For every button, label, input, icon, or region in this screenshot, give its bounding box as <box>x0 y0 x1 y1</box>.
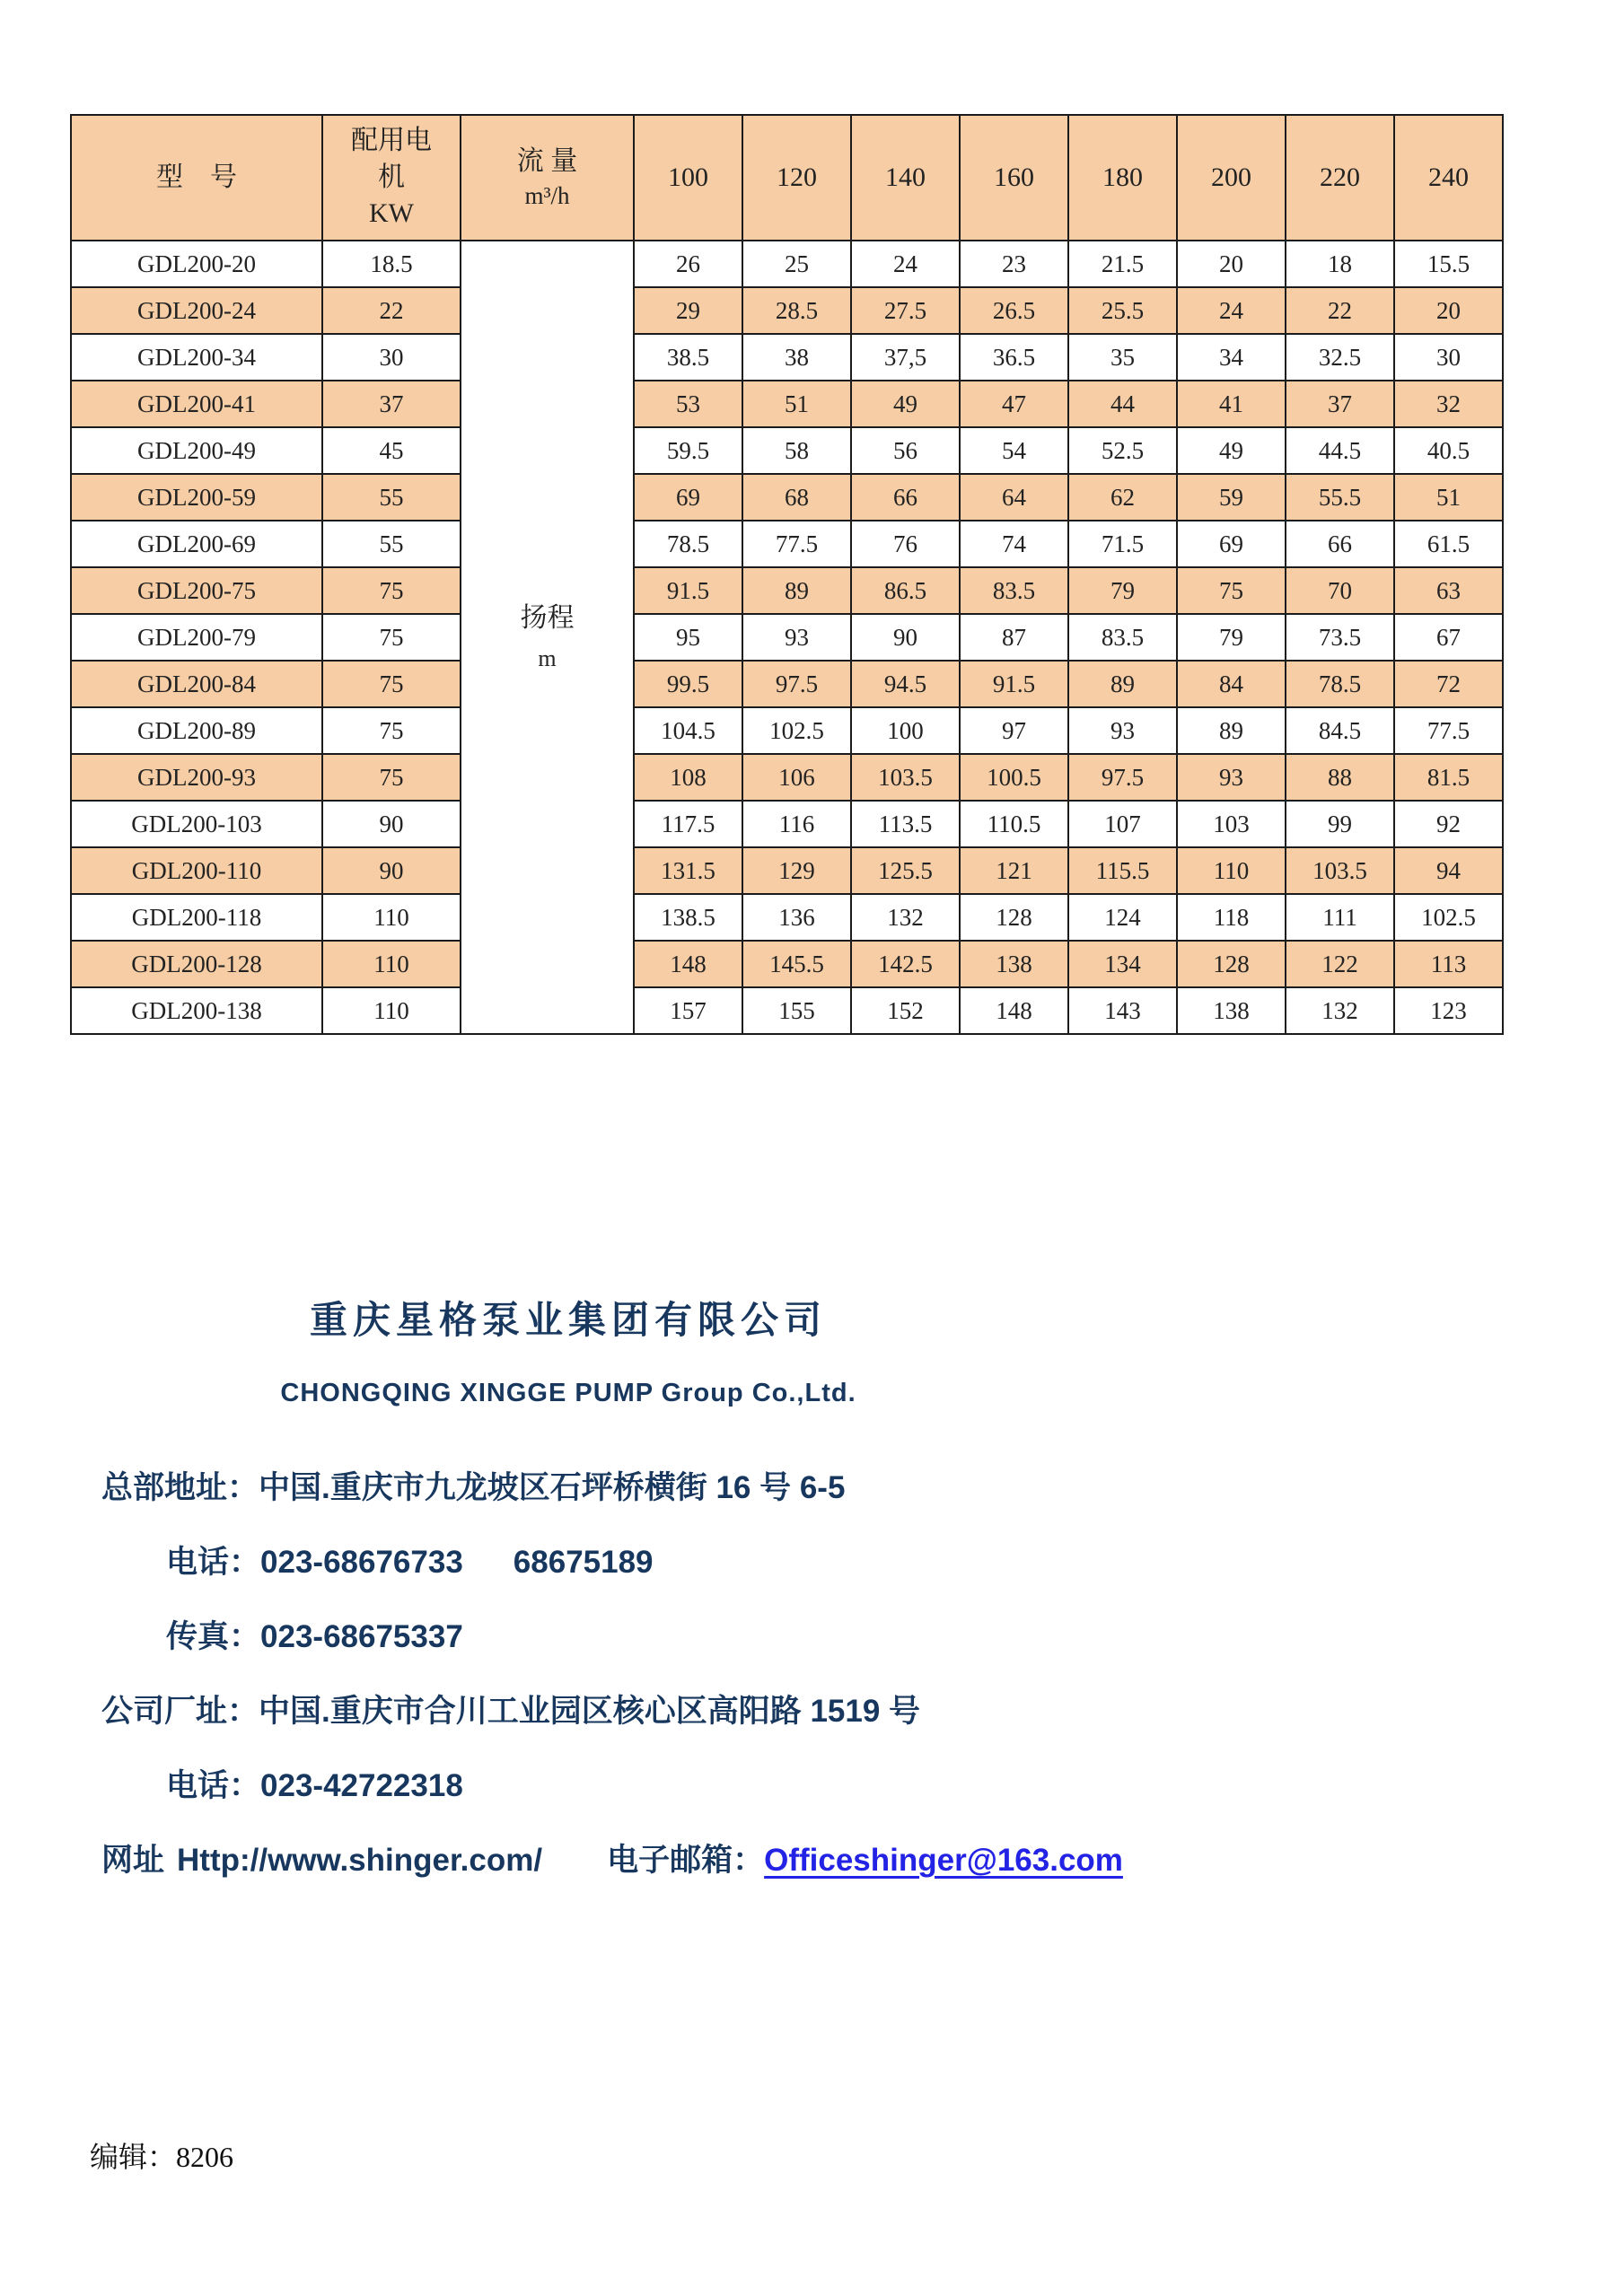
head-value-cell: 30 <box>1394 334 1503 381</box>
factory-phone-line <box>101 1765 1448 1808</box>
kw-cell: 55 <box>322 474 461 521</box>
head-value-cell: 92 <box>1394 801 1503 847</box>
head-value-cell: 56 <box>851 427 960 474</box>
head-value-cell: 26.5 <box>960 287 1068 334</box>
head-value-cell: 90 <box>851 614 960 661</box>
header-motor-line3: KW <box>369 198 414 229</box>
head-value-cell: 77.5 <box>742 521 851 567</box>
header-flow-220: 220 <box>1286 115 1394 241</box>
hq-address-line <box>101 1467 1448 1510</box>
head-value-cell: 94 <box>1394 847 1503 894</box>
head-value-cell: 71.5 <box>1068 521 1177 567</box>
head-value-cell: 55.5 <box>1286 474 1394 521</box>
head-value-cell: 78.5 <box>1286 661 1394 707</box>
head-value-cell: 26 <box>634 241 742 287</box>
company-name-en: CHONGQING XINGGE PUMP Group Co.,Ltd. <box>280 1379 856 1407</box>
hq-phone-label: 电话： <box>166 1545 261 1580</box>
head-value-cell: 132 <box>851 894 960 941</box>
head-value-cell: 102.5 <box>742 707 851 754</box>
head-value-cell: 124 <box>1068 894 1177 941</box>
head-value-cell: 91.5 <box>960 661 1068 707</box>
head-value-cell: 51 <box>742 381 851 427</box>
header-flow-unit: m³/h <box>524 182 570 210</box>
head-value-cell: 97.5 <box>742 661 851 707</box>
header-flow-180: 180 <box>1068 115 1177 241</box>
head-value-cell: 102.5 <box>1394 894 1503 941</box>
head-value-cell: 74 <box>960 521 1068 567</box>
header-flow-200: 200 <box>1177 115 1286 241</box>
model-cell: GDL200-110 <box>71 847 322 894</box>
model-cell: GDL200-24 <box>71 287 322 334</box>
hq-phone-value: 023-68676733 <box>260 1545 463 1580</box>
head-value-cell: 18 <box>1286 241 1394 287</box>
head-value-cell: 38.5 <box>634 334 742 381</box>
head-value-cell: 88 <box>1286 754 1394 801</box>
head-value-cell: 143 <box>1068 987 1177 1034</box>
head-value-cell: 128 <box>960 894 1068 941</box>
header-flow-100: 100 <box>634 115 742 241</box>
kw-cell: 37 <box>322 381 461 427</box>
kw-cell: 110 <box>322 894 461 941</box>
table-row <box>71 707 1503 754</box>
head-value-cell: 63 <box>1394 567 1503 614</box>
head-value-cell: 111 <box>1286 894 1394 941</box>
head-value-cell: 69 <box>1177 521 1286 567</box>
header-flow-140: 140 <box>851 115 960 241</box>
head-value-cell: 81.5 <box>1394 754 1503 801</box>
website-label: 网址 <box>101 1843 165 1878</box>
head-value-cell: 66 <box>1286 521 1394 567</box>
head-value-cell: 89 <box>1177 707 1286 754</box>
table-row <box>71 941 1503 987</box>
head-value-cell: 93 <box>1177 754 1286 801</box>
head-value-cell: 78.5 <box>634 521 742 567</box>
kw-cell: 55 <box>322 521 461 567</box>
head-value-cell: 40.5 <box>1394 427 1503 474</box>
head-value-cell: 25 <box>742 241 851 287</box>
head-value-cell: 20 <box>1394 287 1503 334</box>
table-row <box>71 241 1503 287</box>
table-header-row <box>71 115 1503 241</box>
website-url: Http://www.shinger.com/ <box>177 1843 543 1878</box>
head-value-cell: 54 <box>960 427 1068 474</box>
head-value-cell: 72 <box>1394 661 1503 707</box>
head-value-cell: 121 <box>960 847 1068 894</box>
head-value-cell: 136 <box>742 894 851 941</box>
head-value-cell: 15.5 <box>1394 241 1503 287</box>
head-value-cell: 61.5 <box>1394 521 1503 567</box>
table-body <box>71 241 1503 1034</box>
head-value-cell: 47 <box>960 381 1068 427</box>
head-value-cell: 93 <box>1068 707 1177 754</box>
table-row <box>71 381 1503 427</box>
kw-cell: 110 <box>322 987 461 1034</box>
table-row <box>71 567 1503 614</box>
head-value-cell: 53 <box>634 381 742 427</box>
contact-block <box>101 1467 1448 1914</box>
head-value-cell: 94.5 <box>851 661 960 707</box>
header-flow <box>461 115 634 241</box>
table-row <box>71 474 1503 521</box>
header-flow-240: 240 <box>1394 115 1503 241</box>
hq-address-value: 中国.重庆市九龙坡区石坪桥横街 16 号 6-5 <box>259 1470 846 1505</box>
head-value-cell: 128 <box>1177 941 1286 987</box>
head-value-cell: 138.5 <box>634 894 742 941</box>
hq-phone-line <box>101 1541 1448 1584</box>
head-value-cell: 37,5 <box>851 334 960 381</box>
model-cell: GDL200-89 <box>71 707 322 754</box>
head-value-cell: 84 <box>1177 661 1286 707</box>
head-value-cell: 79 <box>1068 567 1177 614</box>
factory-address-value: 中国.重庆市合川工业园区核心区高阳路 1519 号 <box>259 1694 921 1729</box>
head-value-cell: 28.5 <box>742 287 851 334</box>
head-value-cell: 115.5 <box>1068 847 1177 894</box>
head-value-cell: 62 <box>1068 474 1177 521</box>
model-cell: GDL200-75 <box>71 567 322 614</box>
head-value-cell: 84.5 <box>1286 707 1394 754</box>
head-value-cell: 49 <box>1177 427 1286 474</box>
head-value-cell: 51 <box>1394 474 1503 521</box>
head-value-cell: 97.5 <box>1068 754 1177 801</box>
head-value-cell: 123 <box>1394 987 1503 1034</box>
head-value-cell: 29 <box>634 287 742 334</box>
hq-address-label: 总部地址： <box>101 1470 259 1505</box>
kw-cell: 110 <box>322 941 461 987</box>
head-value-cell: 148 <box>960 987 1068 1034</box>
head-value-cell: 24 <box>1177 287 1286 334</box>
merged-head-column-cell <box>461 241 634 1034</box>
table-row <box>71 521 1503 567</box>
table-row <box>71 661 1503 707</box>
head-value-cell: 69 <box>634 474 742 521</box>
head-value-cell: 37 <box>1286 381 1394 427</box>
head-value-cell: 24 <box>851 241 960 287</box>
table-row <box>71 614 1503 661</box>
kw-cell: 45 <box>322 427 461 474</box>
head-value-cell: 125.5 <box>851 847 960 894</box>
head-value-cell: 93 <box>742 614 851 661</box>
header-flow-120: 120 <box>742 115 851 241</box>
head-value-cell: 104.5 <box>634 707 742 754</box>
head-value-cell: 100.5 <box>960 754 1068 801</box>
factory-address-line <box>101 1690 1448 1733</box>
head-value-cell: 142.5 <box>851 941 960 987</box>
head-value-cell: 64 <box>960 474 1068 521</box>
head-value-cell: 157 <box>634 987 742 1034</box>
kw-cell: 75 <box>322 567 461 614</box>
web-email-line <box>101 1839 1448 1882</box>
kw-cell: 75 <box>322 661 461 707</box>
head-value-cell: 103 <box>1177 801 1286 847</box>
model-cell: GDL200-93 <box>71 754 322 801</box>
head-value-cell: 59 <box>1177 474 1286 521</box>
head-value-cell: 89 <box>742 567 851 614</box>
fax-label: 传真： <box>166 1619 261 1654</box>
model-cell: GDL200-128 <box>71 941 322 987</box>
head-value-cell: 118 <box>1177 894 1286 941</box>
head-value-cell: 59.5 <box>634 427 742 474</box>
head-value-cell: 41 <box>1177 381 1286 427</box>
head-value-cell: 122 <box>1286 941 1394 987</box>
model-cell: GDL200-84 <box>71 661 322 707</box>
kw-cell: 75 <box>322 707 461 754</box>
head-value-cell: 107 <box>1068 801 1177 847</box>
head-value-cell: 129 <box>742 847 851 894</box>
head-value-cell: 21.5 <box>1068 241 1177 287</box>
head-value-cell: 117.5 <box>634 801 742 847</box>
head-value-cell: 145.5 <box>742 941 851 987</box>
header-flow-label: 流 量 <box>516 145 578 176</box>
pump-spec-table <box>70 114 1504 1035</box>
head-value-cell: 148 <box>634 941 742 987</box>
table-row <box>71 801 1503 847</box>
head-value-cell: 44.5 <box>1286 427 1394 474</box>
head-value-cell: 49 <box>851 381 960 427</box>
head-value-cell: 97 <box>960 707 1068 754</box>
fax-value: 023-68675337 <box>260 1619 463 1654</box>
model-cell: GDL200-49 <box>71 427 322 474</box>
kw-cell: 22 <box>322 287 461 334</box>
kw-cell: 75 <box>322 614 461 661</box>
table-row <box>71 754 1503 801</box>
kw-cell: 30 <box>322 334 461 381</box>
head-value-cell: 67 <box>1394 614 1503 661</box>
model-cell: GDL200-34 <box>71 334 322 381</box>
head-value-cell: 79 <box>1177 614 1286 661</box>
head-value-cell: 110 <box>1177 847 1286 894</box>
head-value-cell: 23 <box>960 241 1068 287</box>
head-value-cell: 103.5 <box>1286 847 1394 894</box>
header-flow-160: 160 <box>960 115 1068 241</box>
head-value-cell: 20 <box>1177 241 1286 287</box>
table-row <box>71 287 1503 334</box>
model-cell: GDL200-59 <box>71 474 322 521</box>
head-value-cell: 58 <box>742 427 851 474</box>
head-value-cell: 76 <box>851 521 960 567</box>
editor-note: 编辑：8206 <box>90 2141 234 2173</box>
head-value-cell: 99 <box>1286 801 1394 847</box>
head-value-cell: 75 <box>1177 567 1286 614</box>
head-value-cell: 113.5 <box>851 801 960 847</box>
head-value-cell: 44 <box>1068 381 1177 427</box>
header-motor-line1: 配用电 <box>351 126 432 156</box>
table-row <box>71 987 1503 1034</box>
head-value-cell: 155 <box>742 987 851 1034</box>
head-value-cell: 108 <box>634 754 742 801</box>
head-value-cell: 91.5 <box>634 567 742 614</box>
company-block <box>70 1291 1067 1408</box>
company-name-cn: 重庆星格泵业集团有限公司 <box>309 1299 827 1341</box>
head-value-cell: 68 <box>742 474 851 521</box>
head-value-cell: 87 <box>960 614 1068 661</box>
head-value-cell: 34 <box>1177 334 1286 381</box>
head-value-cell: 70 <box>1286 567 1394 614</box>
head-value-cell: 100 <box>851 707 960 754</box>
factory-phone-value: 023-42722318 <box>260 1768 463 1803</box>
head-value-cell: 131.5 <box>634 847 742 894</box>
head-value-cell: 77.5 <box>1394 707 1503 754</box>
head-value-cell: 83.5 <box>1068 614 1177 661</box>
table-row <box>71 427 1503 474</box>
head-value-cell: 35 <box>1068 334 1177 381</box>
head-value-cell: 38 <box>742 334 851 381</box>
head-value-cell: 83.5 <box>960 567 1068 614</box>
factory-phone-label: 电话： <box>166 1768 261 1803</box>
head-value-cell: 110.5 <box>960 801 1068 847</box>
head-value-cell: 52.5 <box>1068 427 1177 474</box>
table-row <box>71 334 1503 381</box>
head-value-cell: 113 <box>1394 941 1503 987</box>
model-cell: GDL200-103 <box>71 801 322 847</box>
head-value-cell: 106 <box>742 754 851 801</box>
model-cell: GDL200-79 <box>71 614 322 661</box>
head-value-cell: 132 <box>1286 987 1394 1034</box>
table-row <box>71 847 1503 894</box>
head-value-cell: 95 <box>634 614 742 661</box>
header-motor-kw <box>322 115 461 241</box>
header-motor-line2: 机 <box>378 162 405 192</box>
head-value-cell: 36.5 <box>960 334 1068 381</box>
head-value-cell: 152 <box>851 987 960 1034</box>
kw-cell: 75 <box>322 754 461 801</box>
head-value-cell: 86.5 <box>851 567 960 614</box>
head-value-cell: 32 <box>1394 381 1503 427</box>
head-value-cell: 134 <box>1068 941 1177 987</box>
head-value-cell: 116 <box>742 801 851 847</box>
kw-cell: 90 <box>322 801 461 847</box>
hq-phone-value2: 68675189 <box>513 1545 654 1580</box>
head-value-cell: 22 <box>1286 287 1394 334</box>
head-value-cell: 66 <box>851 474 960 521</box>
head-value-cell: 73.5 <box>1286 614 1394 661</box>
model-cell: GDL200-69 <box>71 521 322 567</box>
model-cell: GDL200-138 <box>71 987 322 1034</box>
head-value-cell: 32.5 <box>1286 334 1394 381</box>
factory-address-label: 公司厂址： <box>101 1694 259 1729</box>
kw-cell: 18.5 <box>322 241 461 287</box>
head-label-unit: m <box>538 645 557 672</box>
head-value-cell: 138 <box>960 941 1068 987</box>
model-cell: GDL200-118 <box>71 894 322 941</box>
email-link[interactable]: Officeshinger@163.com <box>764 1843 1123 1878</box>
spec-table-section <box>70 114 1504 1035</box>
head-value-cell: 103.5 <box>851 754 960 801</box>
head-value-cell: 89 <box>1068 661 1177 707</box>
model-cell: GDL200-41 <box>71 381 322 427</box>
head-value-cell: 27.5 <box>851 287 960 334</box>
head-label-cn: 扬程 <box>520 603 575 634</box>
head-value-cell: 25.5 <box>1068 287 1177 334</box>
table-row <box>71 894 1503 941</box>
email-label: 电子邮箱： <box>607 1843 765 1878</box>
head-value-cell: 99.5 <box>634 661 742 707</box>
model-cell: GDL200-20 <box>71 241 322 287</box>
header-model: 型 号 <box>71 115 322 241</box>
kw-cell: 90 <box>322 847 461 894</box>
fax-line <box>101 1616 1448 1659</box>
head-value-cell: 138 <box>1177 987 1286 1034</box>
